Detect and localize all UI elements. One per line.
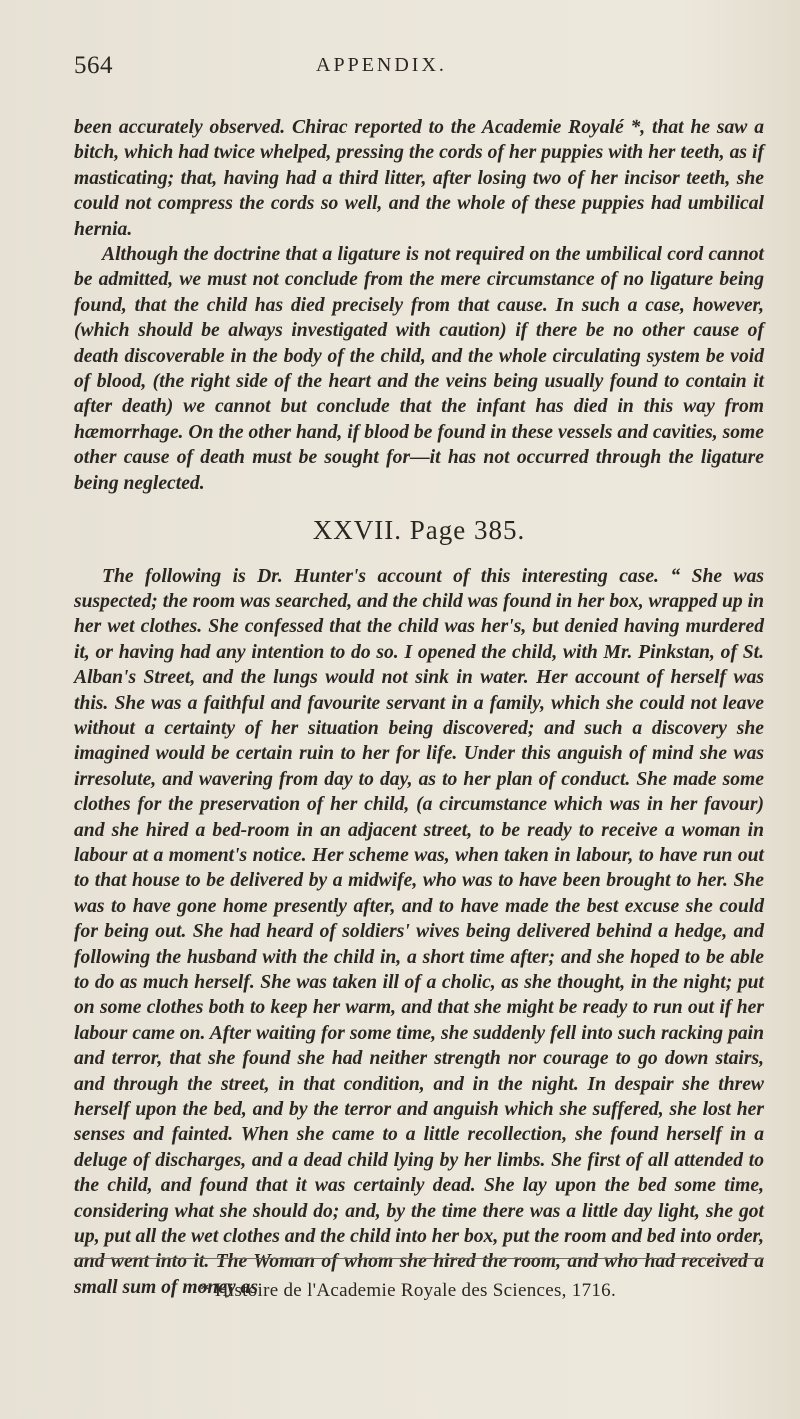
page-number: 564: [74, 52, 113, 79]
paragraph-umbilical: Although the doctrine that a ligature is not required on the umbilical cord cannot be admitted, we must not conclude from the mere circumstance of no ligature being found, that the child has died precisely from that cause. In such a case, however, (which should be always investigated with caution) if there be no other cause of death discoverable in the body of the child, and the whole circulating system be void of blood, (the right side of the heart and the veins being usually found to contain it after death) we cannot but conclude that the infant has died in this way from hæmorrhage. On the other hand, if blood be found in these vessels and cavities, some other cause of death must be sought for—it has not occurred through the ligature being neglected.: [74, 244, 764, 494]
page-header: [74, 52, 754, 82]
paragraph-hunter-account: The following is Dr. Hunter's account of this interesting case. “ She was suspected; the room was searched, and the child was found in her box, wrapped up in her wet clothes. She confessed that the child was her's, but denied having murdered it, or having had any intention to do so. I opened the child, with Mr. Pinkstan, of St. Alban's Street, and the lungs would not sink in water. Her account of herself was this. She was a faithful and favourite servant in a family, which she could not leave without a certainty of her situation being discovered; and such a discovery she imagined would be certain ruin to her for life. Under this anguish of mind she was irresolute, and wavering from day to day, as to her plan of conduct. She made some clothes for the preservation of her child, (a circumstance which was in her favour) and she hired a bed-room in an adjacent street, to be ready to receive a woman in labour at a moment's notice. Her scheme was, when taken in labour, to have run out to that house to be delivered by a midwife, who was to have been brought to her. She was to have gone home presently after, and to have made the best excuse she could for being out. She had heard of soldiers' wives being delivered behind a hedge, and following the husband with the child in, a short time after; and she hoped to be able to do as much herself. She was taken ill of a cholic, as she thought, in the night; put on some clothes both to keep her warm, and that she might be ready to run out if her labour came on. After waiting for some time, she suddenly fell into such racking pain and terror, that she found she had neither strength nor courage to go down stairs, and through the street, in that condition, and in the night. In despair she threw herself upon the bed, and by the terror and anguish which she suffered, she lost her senses and fainted. When she came to a little recollection, she found herself in a deluge of discharges, and a dead child lying by her limbs. She first of all attended to the child, and found that it was certainly dead. She lay upon the bed some time, considering what she should do; and, by the time there was a little day light, she got up, put all the wet clothes and the child into her box, put the room and bed into order, and went into it. The Woman of whom she hired the room, and who had received a small sum of money as: [74, 565, 764, 1298]
section-heading: XXVII. Page 385.: [312, 515, 526, 546]
footnote: * Histoire de l'Academie Royale des Sciences, 1716.: [200, 1280, 617, 1301]
body-text: [74, 115, 764, 1300]
footnote-divider: [74, 1258, 764, 1259]
running-head: APPENDIX.: [316, 54, 447, 76]
paragraph-continued: been accurately observed. Chirac reported to the Academie Royalé *, that he saw a bitch, which had twice whelped, pressing the cords of her puppies with her teeth, as if masticating; that, having had a third litter, after losing two of her incisor teeth, she could not compress the cords so well, and the whole of these puppies had umbilical hernia.: [74, 117, 764, 240]
